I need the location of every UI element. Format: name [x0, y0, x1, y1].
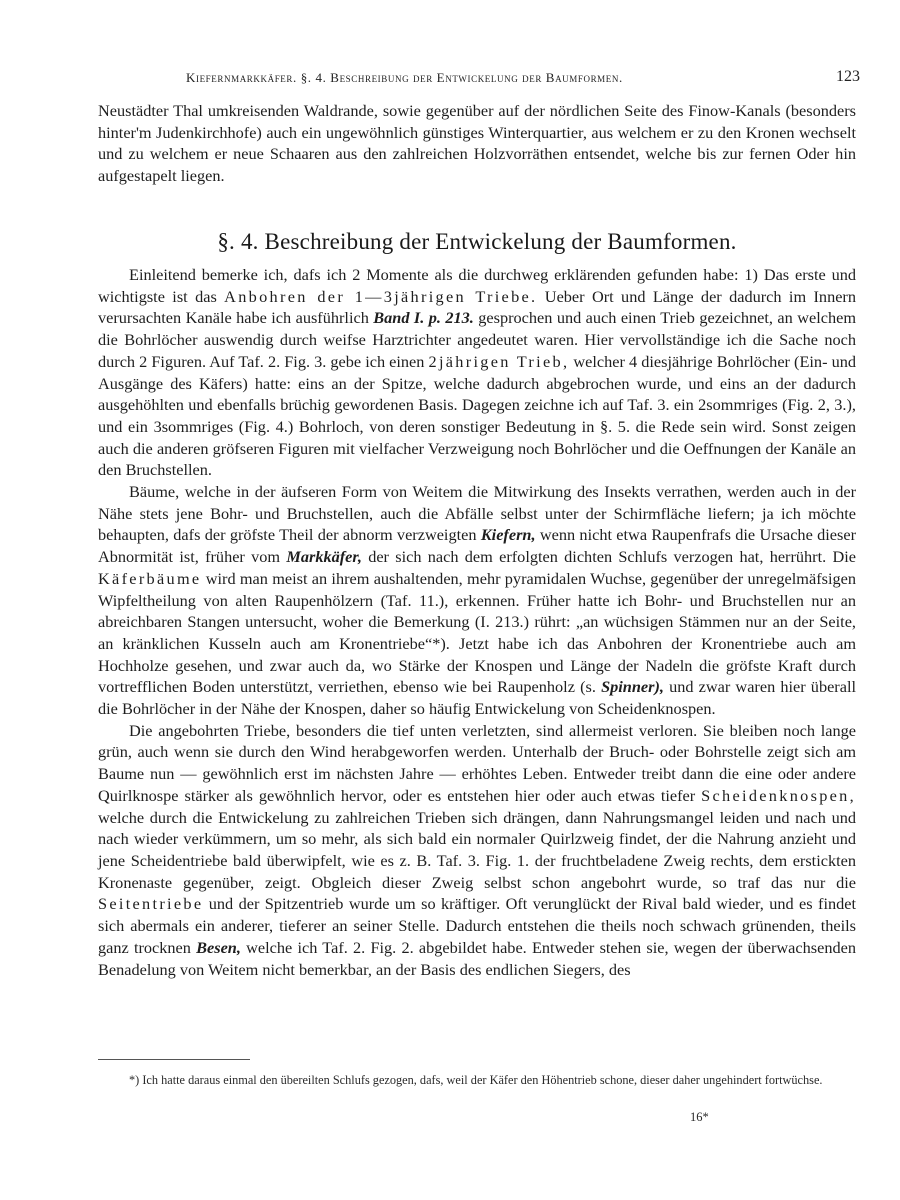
footnote: *) Ich hatte daraus einmal den übereilten Schlufs gezogen, dafs, weil der Käfer den Höhentrieb schone, dieser daher ungehindert fortwüchse.: [129, 1073, 823, 1087]
text-run-italic: Besen,: [196, 937, 241, 957]
text-run: wird man meist an ihrem aushaltenden, mehr pyramidalen Wuchse, gegenüber der unregelmäfsigen Wipfeltheilung von alten Raupenhölzern (Taf. 11.), erkennen. Früher hatte ich Bohr- und Bruchstellen nur an abreichbaren Stangen untersucht, woher die Bemerkung (I. 213.) rührt: „an wüchsigen Stämmen nur an der Seite, an kränklichen Kusseln auch am Kronentriebe“*). Jetzt habe ich das Anbohren der Kronentriebe auch am Hochholze gesehen, und zwar auch da, wo Stärke der Knospen und Länge der Nadeln die gröfste Kraft durch vortrefflichen Boden unterstützt, verriethen, ebenso wie bei Raupenholz (s.: [98, 568, 856, 697]
text-run: und der Spitzentrieb wurde um so kräftiger. Oft verunglückt der Rival bald wieder, und es findet sich abermals ein anderer, tieferer an seiner Stelle. Dadurch entstehen die theils noch schwach grünenden, theils ganz trocknen: [98, 894, 856, 957]
intro-paragraph: Neustädter Thal umkreisenden Waldrande, sowie gegenüber auf der nördlichen Seite des Finow-Kanals (besonders hinter'm Judenkirchhofe) auch ein ungewöhnlich günstiges Winterquartier, aus welchem er zu den Kronen wechselt und zu welchem er neue Schaaren aus den zahlreichen Holzvorräthen entsendet, welche bis zur fernen Oder hin aufgestapelt liegen.: [98, 101, 856, 186]
text-run: wenn nicht etwa Raupenfrafs die Ursache dieser Abnormität ist, früher vom: [98, 525, 856, 567]
text-run: welche durch die Entwickelung zu zahlreichen Trieben sich drängen, dann Nahrungsmangel leiden und nach und nach wieder verkümmern, um so mehr, als sich bald ein normaler Quirlzweig findet, der die Nahrung anzieht und jene Scheidentriebe bald überwipfelt, wie es z. B. Taf. 3. Fig. 1. der fruchtbeladene Zweig rechts, dem erstickten Kronenaste gegenüber, zeigt. Obgleich dieser Zweig selbst schon angebohrt wurde, so traf das nur die: [98, 807, 856, 892]
text-run-spaced: Käferbäume: [98, 568, 202, 588]
text-run-italic: Kiefern,: [480, 525, 536, 545]
body-paragraph: [98, 720, 856, 980]
section-body: [98, 264, 856, 980]
text-run: gesprochen und auch einen Trieb gezeichnet, an welchem die Bohrlöcher auswendig durch weifse Harztrichter angedeutet waren. Hier vervollständige ich die Sache noch durch 2 Figuren. Auf Taf. 2. Fig. 3. gebe ich einen: [98, 308, 856, 371]
text-run-spaced: Scheidenknospen,: [701, 785, 856, 805]
text-run-italic: Markkäfer,: [286, 547, 362, 567]
footnote-divider: [98, 1059, 250, 1060]
body-paragraph: [98, 264, 856, 481]
running-header: [186, 68, 866, 90]
text-run-spaced: Anbohren der 1—3jährigen Triebe.: [224, 286, 538, 306]
text-run: welcher 4 diesjährige Bohrlöcher (Ein- und Ausgänge des Käfers) hatte: eins an der Spitze, welche dadurch abgebrochen wurde, und eins an der dadurch ausgehöhlten und ebenfalls brüchig gewordenen Basis. Dagegen zeichne ich auf Taf. 3. ein 2sommriges (Fig. 2, 3.), und ein 3sommriges (Fig. 4.) Bohrloch, von deren sonstiger Bedeutung in §. 5. die Rede sein wird. Sonst zeigen auch die anderen gröfseren Figuren mit vielfacher Verzweigung noch Bohrlöcher und die Oeffnungen der Kanäle an den Bruchstellen.: [98, 351, 856, 480]
text-run: und zwar waren hier überall die Bohrlöcher in der Nähe der Knospen, daher so häufig Entwickelung von Scheidenknospen.: [98, 677, 857, 719]
text-run-spaced: Seitentriebe: [98, 894, 204, 914]
text-run: Einleitend bemerke ich, dafs ich 2 Momente als die durchweg erklärenden gefunden habe: 1) Das erste und wichtigste ist das: [98, 265, 856, 306]
text-run: Die angebohrten Triebe, besonders die tief unten verletzten, sind allermeist verloren. Sie bleiben noch lange grün, auch wenn sie durch den Wind herabgeworfen werden. Unterhalb der Bruch- oder Bohrstelle zeigt sich am Baume nun — gewöhnlich erst im nächsten Jahre — erhöhtes Leben. Entweder treibt dann die eine oder andere Quirlknospe stärker als gewöhnlich hervor, oder es entstehen hier oder auch etwas tiefer: [98, 720, 856, 805]
text-run: welche ich Taf. 2. Fig. 2. abgebildet habe. Entweder stehen sie, wegen der überwachsenden Benadelung von Weitem nicht bemerkbar, an der Basis des endlichen Siegers, des: [98, 937, 856, 979]
body-paragraph: [98, 481, 856, 720]
running-title: Kiefernmarkkäfer. §. 4. Beschreibung der Entwickelung der Baumformen.: [186, 70, 623, 85]
intro-paragraph-block: [98, 100, 856, 187]
text-run-italic: Band I. p. 213.: [373, 308, 474, 328]
text-run-italic: Spinner),: [601, 677, 664, 697]
text-run: Ueber Ort und Länge der dadurch im Innern verursachten Kanäle habe ich ausführlich: [98, 286, 856, 328]
page-number: 123: [836, 68, 860, 85]
text-run-spaced: 2jährigen Trieb,: [428, 351, 570, 371]
text-run: Bäume, welche in der äufseren Form von Weitem die Mitwirkung des Insekts verrathen, werden auch in der Nähe stets jene Bohr- und Bruchstellen, auch die Abfälle selbst unter der Schirmfläche liefern; ja ich möchte behaupten, dafs der gröfste Theil der abnorm verzweigten: [98, 482, 856, 545]
printer-signature-mark: 16*: [690, 1110, 709, 1124]
section-heading: §. 4. Beschreibung der Entwickelung der Baumformen.: [217, 229, 737, 254]
text-run: der sich nach dem erfolgten dichten Schlufs verzogen hat, herrührt. Die: [361, 547, 856, 567]
